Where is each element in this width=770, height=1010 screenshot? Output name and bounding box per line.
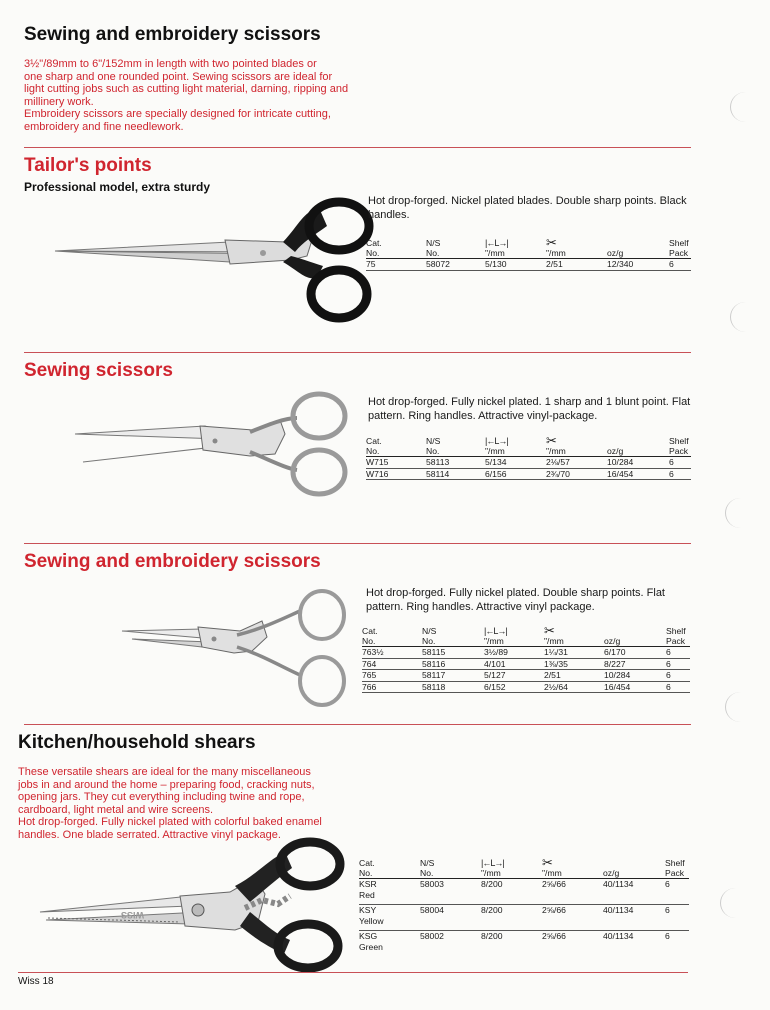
divider (24, 724, 691, 725)
divider (24, 352, 691, 353)
intro-line: millinery work. (24, 95, 94, 108)
col-blade: ✂ "/mm (546, 238, 607, 259)
table-header-row (366, 238, 691, 259)
description-line: handles. (368, 208, 410, 221)
col-cat: Cat. No. (366, 436, 382, 456)
scissors-icon: ✂ (542, 855, 553, 870)
length-icon: |←L→| (481, 858, 504, 868)
table-row: 75 58072 5/130 2/51 12/340 6 (366, 259, 691, 271)
table-row: KSR Red 58003 8/200 2⅝/66 40/1134 6 (359, 879, 689, 905)
description-line: Hot drop-forged. Nickel plated blades. Double sharp points. Black (368, 195, 687, 207)
intro-line: handles. One blade serrated. Attractive vinyl package. (18, 828, 281, 841)
binder-hole (730, 302, 761, 332)
shears-brand: WISS (120, 910, 144, 920)
page-title: Sewing and embroidery scissors (24, 24, 321, 45)
col-ns: N/S No. (426, 238, 441, 258)
col-weight: oz/g (607, 248, 624, 258)
kitchen-shears-image (40, 838, 360, 978)
spec-table-tailors (366, 235, 691, 271)
intro-line: cardboard, light metal and wire screens. (18, 803, 214, 816)
table-row: 765 58117 5/127 2/51 10/284 6 (362, 670, 690, 682)
col-cat: Cat. No. (359, 858, 375, 878)
intro-text (24, 58, 348, 134)
col-shelf: Shelf Pack (666, 626, 686, 646)
intro-line: These versatile shears are ideal for the many miscellaneous (18, 766, 311, 778)
intro-line: light cutting jobs such as cutting light material, darning, ripping and (24, 83, 349, 96)
divider (18, 972, 688, 973)
divider (24, 147, 691, 148)
spec-table-embroidery (362, 623, 690, 693)
description-line: pattern. Ring handles. Attractive vinyl package. (366, 600, 595, 613)
col-length: |←L→| "/mm (485, 436, 546, 457)
col-shelf: Shelf Pack (665, 858, 685, 878)
table-row: KSG Green 58002 8/200 2⅝/66 40/1134 6 (359, 931, 670, 952)
section-title-tailors-points: Tailor's points (24, 155, 152, 176)
divider (24, 543, 691, 544)
col-blade: ✂ "/mm (546, 436, 607, 457)
intro-line: Hot drop-forged. Fully nickel plated with colorful baked enamel (18, 816, 322, 829)
binder-hole (725, 692, 756, 722)
col-length: |←L→| "/mm (481, 858, 542, 879)
table-row: W716 58114 6/156 2¾/70 16/454 6 (366, 468, 691, 480)
section-description (368, 195, 687, 222)
section-description (368, 396, 690, 423)
binder-hole (730, 92, 761, 122)
col-length: |←L→| "/mm (485, 238, 546, 259)
page-number: Wiss 18 (18, 976, 54, 987)
table-row: 766 58118 6/152 2½/64 16/454 6 (362, 681, 690, 693)
col-blade: ✂ "/mm (542, 858, 603, 879)
length-icon: |←L→| (485, 238, 508, 248)
description-line: Hot drop-forged. Fully nickel plated. Double sharp points. Flat (366, 587, 665, 599)
col-ns: N/S No. (426, 436, 441, 456)
scissors-icon: ✂ (544, 623, 555, 638)
section-subtitle: Professional model, extra sturdy (24, 180, 211, 194)
section-intro (18, 766, 322, 842)
col-ns: N/S No. (422, 626, 437, 646)
table-row: 764 58116 4/101 1⅜/35 8/227 6 (362, 658, 690, 670)
intro-line: one sharp and one rounded point. Sewing scissors are ideal for (24, 70, 333, 83)
table-row: W715 58113 5/134 2⅛/57 10/284 6 (366, 457, 691, 469)
col-cat: Cat. No. (362, 626, 378, 646)
col-length: |←L→| "/mm (484, 626, 544, 647)
col-weight: oz/g (607, 446, 624, 456)
intro-line: Embroidery scissors are specially designed for intricate cutting, (24, 108, 331, 121)
intro-line: 3½"/89mm to 6"/152mm in length with two pointed blades or (24, 58, 317, 70)
scissors-icon: ✂ (546, 433, 557, 448)
scissors-icon: ✂ (546, 235, 557, 250)
col-shelf: Shelf Pack (669, 238, 689, 258)
embroidery-scissors-image (122, 585, 362, 715)
col-ns: N/S No. (420, 858, 435, 878)
col-weight: oz/g (603, 868, 620, 878)
section-title-sewing-scissors: Sewing scissors (24, 360, 173, 381)
binder-hole (720, 888, 751, 918)
spec-table-kitchen (359, 855, 689, 957)
section-title-kitchen-shears: Kitchen/household shears (18, 732, 256, 753)
intro-line: opening jars. They cut everything including twine and rope, (18, 791, 305, 804)
col-blade: ✂ "/mm (544, 626, 604, 647)
col-shelf: Shelf Pack (669, 436, 689, 456)
description-line: Hot drop-forged. Fully nickel plated. 1 sharp and 1 blunt point. Flat (368, 396, 691, 408)
section-description (366, 587, 665, 614)
binder-hole (725, 498, 756, 528)
col-weight: oz/g (604, 636, 621, 646)
col-cat: Cat. No. (366, 238, 382, 258)
intro-line: jobs in and around the home – preparing food, cracking nuts, (18, 778, 315, 791)
sewing-scissors-image (75, 388, 355, 498)
table-header-row (366, 436, 691, 457)
table-header-row (359, 858, 689, 879)
length-icon: |←L→| (485, 436, 508, 446)
table-row: 763½ 58115 3½/89 1¼/31 6/170 6 (362, 647, 690, 659)
spec-table-sewing (366, 433, 691, 480)
intro-line: embroidery and fine needlework. (24, 120, 184, 133)
description-line: pattern. Ring handles. Attractive vinyl-package. (368, 409, 598, 422)
length-icon: |←L→| (484, 626, 507, 636)
table-header-row (362, 626, 690, 647)
table-row: KSY Yellow 58004 8/200 2⅝/66 40/1134 6 (359, 905, 689, 931)
tailors-scissors-image (55, 196, 385, 326)
section-title-embroidery-scissors: Sewing and embroidery scissors (24, 551, 321, 572)
